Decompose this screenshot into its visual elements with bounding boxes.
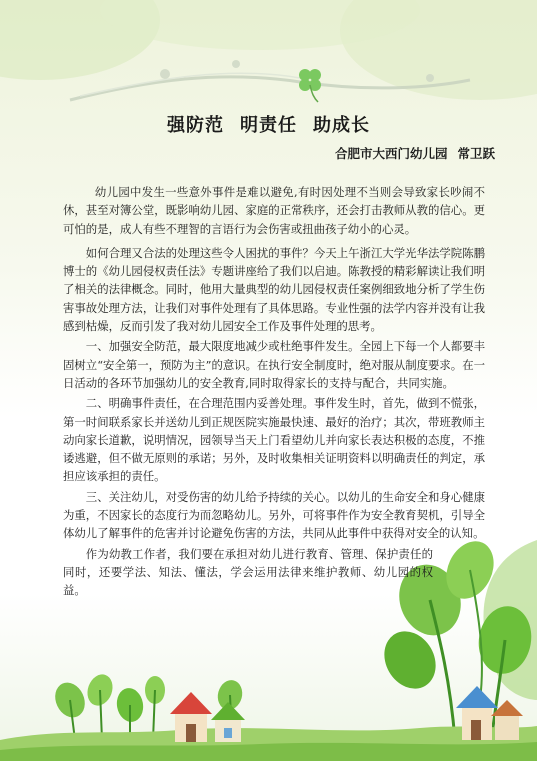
article-body — [63, 183, 485, 600]
school-name: 合肥市大西门幼儿园 — [334, 146, 448, 161]
paragraph-lecture: 如何合理又合法的处理这些令人困扰的事件？今天上午浙江大学光华法学院陈鹏博士的《幼儿园侵权责任法》专题讲座给了我们以启迪。陈教授的精彩解读让我们明了相关的法律概念。同时，他用大量典型的幼儿园侵权责任案例细致地分析了学生伤害事故处理方法，让我们对事件处理有了具体思路。专业性强的法学内容并没有让我感到枯燥，反而引发了我对幼儿园安全工作及事件处理的思考。 — [63, 245, 485, 334]
paragraph-point-1: 一、加强安全防范，最大限度地减少或杜绝事件发生。全园上下每一个人都要丰固树立“安全第一，预防为主”的意识。在执行安全制度时，绝对服从制度要求。在一日活动的各环节加强幼儿的安全教育,同时取得家长的支持与配合，共同实施。 — [63, 339, 485, 390]
paragraph-intro: 幼儿园中发生一些意外事件是难以避免,有时因处理不当则会导致家长吵闹不休，甚至对簿公堂，既影响幼儿园、家庭的正常秩序，还会打击教师从教的信心。更可怕的是，成人有些不理智的言语行为会伤害或扭曲孩子幼小的心灵。 — [63, 185, 485, 236]
paragraph-point-3: 三、关注幼儿，对受伤害的幼儿给予持续的关心。以幼儿的生命安全和身心健康为重，不因家长的态度行为而忽略幼儿。另外，可将事件作为安全教育契机，引导全体幼儿了解事件的危害并讨论避免伤害的方法，共同从此事件中获得对安全的认知。 — [63, 489, 485, 541]
paragraph-point-2: 二、明确事件责任，在合理范围内妥善处理。事件发生时，首先，做到不慌张，第一时间联系家长并送幼儿到正规医院实施最快速、最好的治疗；其次，带班教师主动向家长道歉，说明情况，园领导当天上门看望幼儿并向家长表达积极的态度，不推诿逃避，但不做无原则的承诺；另外，及时收集相关证明资料以明确责任的判定，承担应该承担的责任。 — [63, 396, 485, 484]
author-name: 常卫跃 — [457, 146, 495, 161]
title-part-3: 助成长 — [313, 115, 370, 136]
page-title — [0, 111, 537, 137]
author-byline — [325, 144, 495, 162]
title-part-2: 明责任 — [240, 115, 297, 136]
paragraph-conclusion: 作为幼教工作者，我们要在承担对幼儿进行教育、管理、保护责任的同时，还要学法、知法、懂法，学会运用法律来维护教师、幼儿园的权益。 — [63, 546, 433, 598]
title-part-1: 强防范 — [167, 115, 224, 136]
